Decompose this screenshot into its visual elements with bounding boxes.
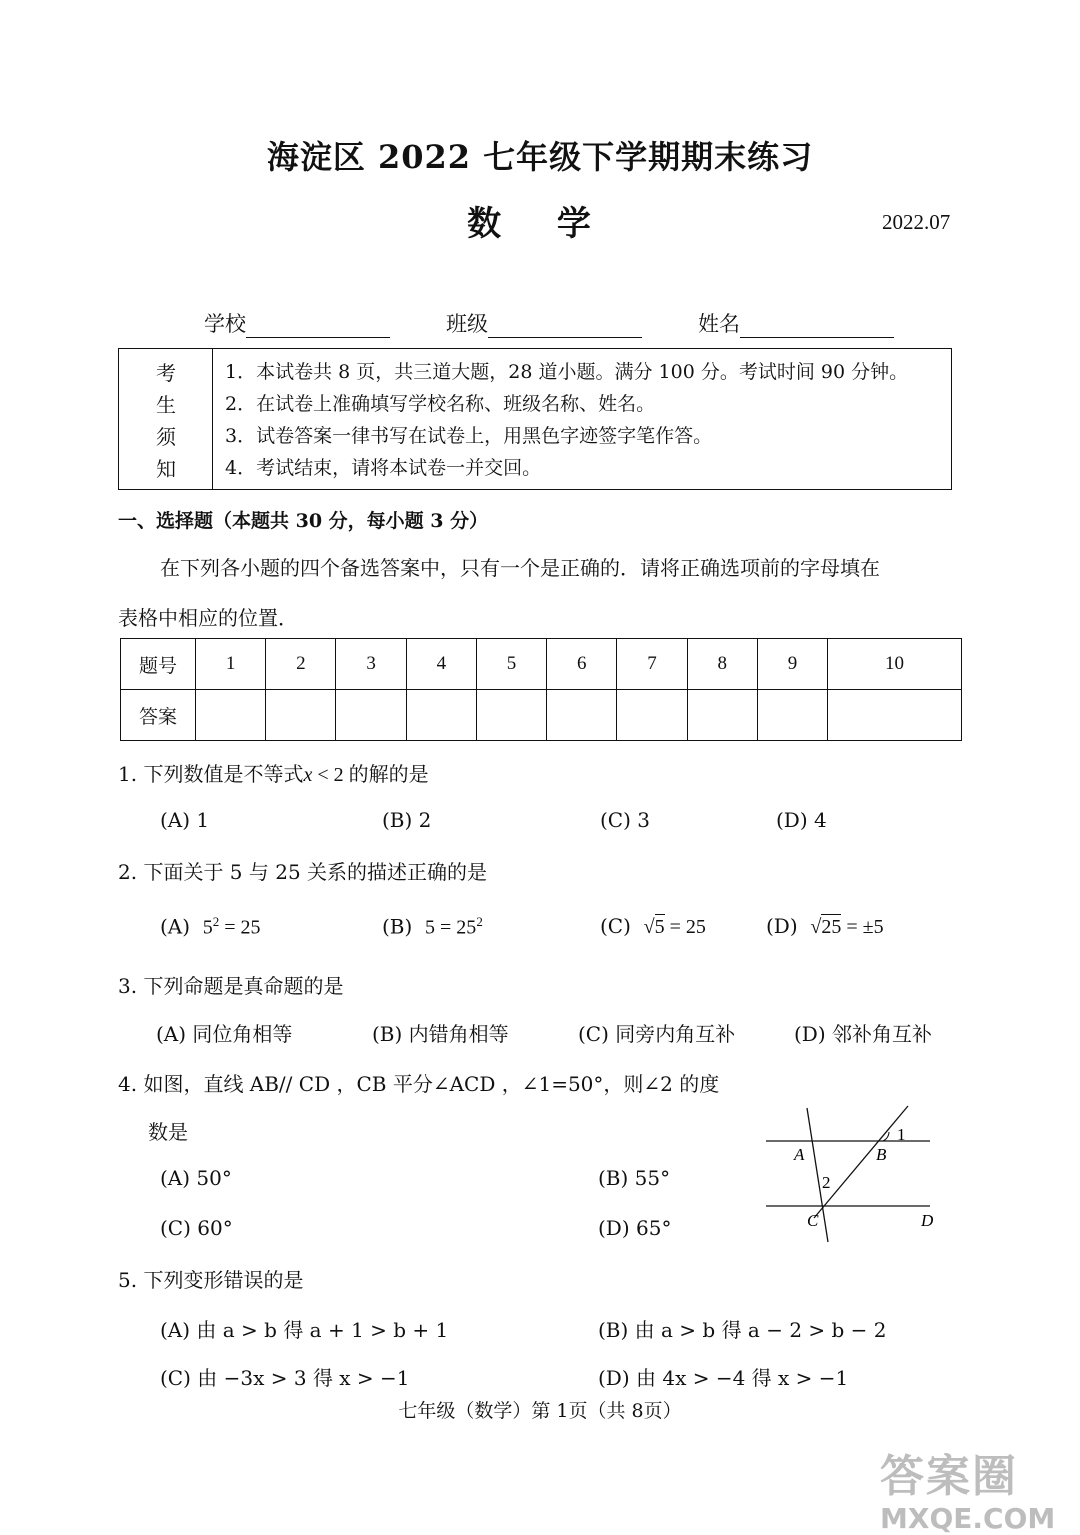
q3-option-d: (D) 邻补角互补 bbox=[794, 1022, 932, 1046]
q1-stem-text: 1. 下列数值是不等式 bbox=[118, 762, 304, 786]
instruction-line-2: 表格中相应的位置． bbox=[118, 606, 298, 630]
school-field[interactable] bbox=[204, 308, 390, 338]
q4-option-d: (D) 65° bbox=[598, 1216, 672, 1240]
question-number-cell: 3 bbox=[336, 639, 406, 690]
q2-d-label: (D) bbox=[766, 914, 798, 938]
q2-a-base: 5 bbox=[202, 916, 213, 939]
q1-option-a: (A) 1 bbox=[160, 808, 210, 832]
watermark bbox=[880, 1440, 1055, 1535]
notice-line: 1．本试卷共 8 页，共三道大题，28 道小题。满分 100 分。考试时间 90 分钟。 bbox=[225, 361, 909, 383]
answer-cell[interactable] bbox=[547, 690, 617, 741]
school-label: 学校 bbox=[204, 312, 246, 336]
class-blank[interactable] bbox=[488, 315, 642, 338]
q1-option-c: (C) 3 bbox=[600, 808, 650, 832]
notice-heading-char: 知 bbox=[156, 457, 176, 481]
q2-a-exp: 2 bbox=[212, 914, 220, 929]
q3-option-b: (B) 内错角相等 bbox=[372, 1022, 509, 1046]
q5-option-a: (A) 由 a > b 得 a + 1 > b + 1 bbox=[160, 1318, 449, 1342]
name-label: 姓名 bbox=[698, 312, 740, 336]
notice-heading-char: 生 bbox=[156, 393, 176, 417]
angle-1-arc bbox=[883, 1132, 889, 1141]
question-2-stem: 2. 下面关于 5 与 25 关系的描述正确的是 bbox=[118, 860, 488, 884]
q1-variable: x bbox=[303, 764, 313, 786]
angle-2-label: 2 bbox=[822, 1173, 831, 1192]
q2-c-radicand: 5 bbox=[654, 916, 665, 938]
answer-cell[interactable] bbox=[757, 690, 827, 741]
question-number-cell: 2 bbox=[266, 639, 336, 690]
q2-b-label: (B) bbox=[382, 914, 413, 939]
answer-cell[interactable] bbox=[406, 690, 476, 741]
table-row bbox=[121, 690, 962, 741]
q1-option-d: (D) 4 bbox=[776, 808, 827, 832]
answer-cell[interactable] bbox=[617, 690, 687, 741]
q4-option-b: (B) 55° bbox=[598, 1166, 671, 1190]
q2-option-a bbox=[160, 914, 261, 940]
q1-stem-text-end: < 2 的解的是 bbox=[312, 764, 429, 786]
notice-line: 3．试卷答案一律书写在试卷上，用黑色字迹签字笔作答。 bbox=[225, 425, 713, 447]
question-1-stem bbox=[118, 758, 429, 787]
q2-option-c: (C) √5 = 25 bbox=[600, 914, 706, 938]
watermark-logo-text: 答案圈 bbox=[880, 1451, 1018, 1502]
point-d-label: D bbox=[921, 1211, 934, 1230]
q4-option-a: (A) 50° bbox=[160, 1166, 232, 1190]
q2-d-radicand: 25 bbox=[821, 916, 842, 938]
q5-option-b: (B) 由 a > b 得 a − 2 > b − 2 bbox=[598, 1318, 887, 1342]
answer-cell[interactable] bbox=[828, 690, 962, 741]
exam-notice-box bbox=[118, 348, 952, 490]
question-number-cell: 4 bbox=[406, 639, 476, 690]
exam-date: 2022.07 bbox=[882, 210, 951, 234]
exam-title: 海淀区 2022 七年级下学期期末练习 bbox=[266, 138, 814, 176]
question-number-cell: 1 bbox=[196, 639, 266, 690]
table-header-cell: 题号 bbox=[121, 639, 196, 690]
line-cb bbox=[814, 1106, 908, 1218]
answer-cell[interactable] bbox=[687, 690, 757, 741]
q2-b-exp: 2 bbox=[476, 914, 483, 929]
table-header-cell: 答案 bbox=[121, 690, 196, 741]
question-5-stem: 5. 下列变形错误的是 bbox=[118, 1268, 304, 1292]
q3-option-c: (C) 同旁内角互补 bbox=[578, 1022, 736, 1046]
class-label: 班级 bbox=[446, 312, 488, 336]
subject-title: 数 学 bbox=[467, 204, 613, 244]
name-blank[interactable] bbox=[740, 315, 894, 338]
school-blank[interactable] bbox=[246, 315, 390, 338]
page-footer: 七年级（数学）第 1页（共 8页） bbox=[398, 1400, 682, 1422]
notice-line: 4．考试结束，请将本试卷一并交回。 bbox=[225, 457, 542, 479]
answer-cell[interactable] bbox=[336, 690, 406, 741]
q2-b-lhs: 5 = 25 bbox=[425, 916, 477, 939]
q4-option-c: (C) 60° bbox=[160, 1216, 233, 1240]
instruction-line-1: 在下列各小题的四个备选答案中，只有一个是正确的．请将正确选项前的字母填在 bbox=[160, 556, 880, 580]
q2-a-label: (A) bbox=[160, 914, 191, 939]
notice-heading-char: 须 bbox=[156, 425, 176, 449]
section-heading: 一、选择题（本题共 30 分，每小题 3 分） bbox=[118, 510, 489, 532]
q5-option-c: (C) 由 −3x > 3 得 x > −1 bbox=[160, 1366, 410, 1390]
question-number-cell: 10 bbox=[828, 639, 962, 690]
answer-cell[interactable] bbox=[476, 690, 546, 741]
question-4-stem-line1: 4. 如图，直线 AB// CD ，CB 平分∠ACD ，∠1=50°，则∠2 的度 bbox=[118, 1072, 720, 1096]
table-row bbox=[121, 639, 962, 690]
q2-c-rest: = 25 bbox=[664, 916, 706, 938]
notice-line: 2．在试卷上准确填写学校名称、班级名称、姓名。 bbox=[225, 393, 656, 415]
answer-cell[interactable] bbox=[196, 690, 266, 741]
q2-option-d: (D) √25 = ±5 bbox=[766, 914, 884, 938]
question-number-cell: 7 bbox=[617, 639, 687, 690]
point-b-label: B bbox=[876, 1145, 887, 1164]
answer-cell[interactable] bbox=[266, 690, 336, 741]
watermark-url: MXQE.COM bbox=[880, 1502, 1056, 1535]
angle-1-label: 1 bbox=[897, 1125, 906, 1144]
question-number-cell: 5 bbox=[476, 639, 546, 690]
question-number-cell: 6 bbox=[547, 639, 617, 690]
q2-a-rest: = 25 bbox=[219, 916, 261, 939]
q5-option-d: (D) 由 4x > −4 得 x > −1 bbox=[598, 1366, 849, 1390]
q2-option-b bbox=[382, 914, 483, 940]
q4-geometry-figure bbox=[750, 1100, 950, 1250]
class-field[interactable] bbox=[446, 308, 642, 338]
name-field[interactable] bbox=[698, 308, 894, 338]
question-number-cell: 8 bbox=[687, 639, 757, 690]
q1-option-b: (B) 2 bbox=[382, 808, 432, 832]
answer-table bbox=[120, 638, 962, 741]
question-number-cell: 9 bbox=[757, 639, 827, 690]
q3-option-a: (A) 同位角相等 bbox=[156, 1022, 293, 1046]
q2-c-label: (C) bbox=[600, 914, 631, 938]
question-3-stem: 3. 下列命题是真命题的是 bbox=[118, 974, 344, 998]
q2-d-rest: = ±5 bbox=[841, 916, 884, 938]
point-c-label: C bbox=[807, 1211, 819, 1230]
notice-heading bbox=[119, 349, 213, 489]
notice-heading-char: 考 bbox=[156, 361, 176, 385]
question-4-stem-line2: 数是 bbox=[148, 1120, 188, 1144]
point-a-label: A bbox=[794, 1145, 805, 1164]
